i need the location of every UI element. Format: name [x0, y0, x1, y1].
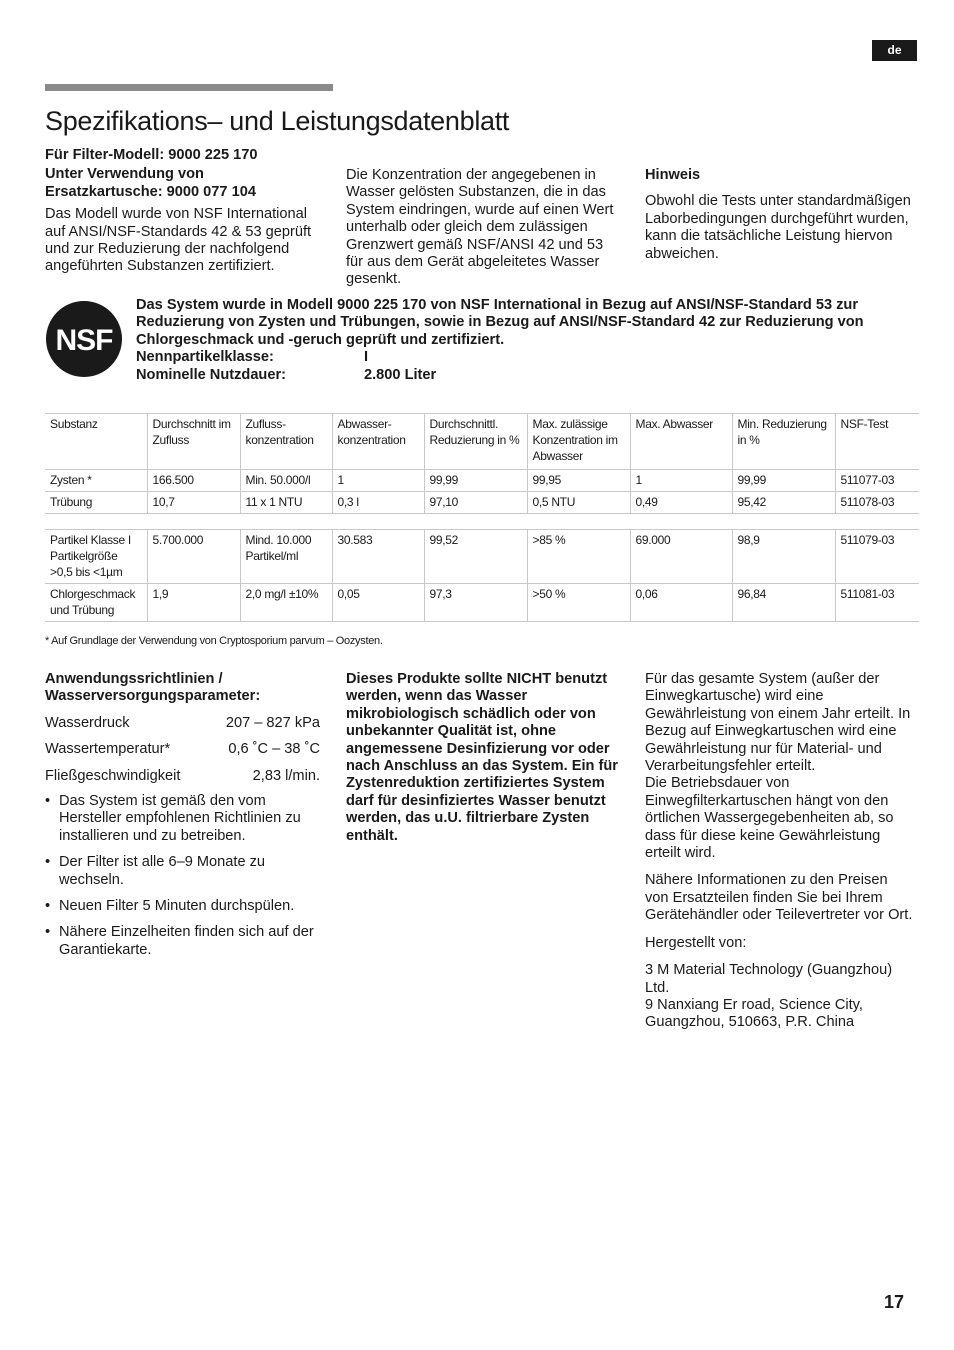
service-life-value: 2.800 Liter [364, 366, 437, 383]
table-footnote: * Auf Grundlage der Verwendung von Cryptosporium parvum – Oozysten. [45, 635, 383, 647]
page-title: Spezifikations– und Leistungsdatenblatt [45, 106, 510, 136]
table-cell: 0,49 [630, 492, 732, 514]
guidelines-title: Anwendungssrichtlinien / Wasserversorgungsparameter: [45, 671, 261, 705]
table-cell: Chlorgeschmack und Trübung [45, 584, 147, 622]
manufacturer-address: 9 Nanxiang Er road, Science City, Guangzhou, 510663, P.R. China [645, 996, 863, 1031]
table-cell: Trübung [45, 492, 147, 514]
table-cell: Mind. 10.000 Partikel/ml [240, 530, 332, 584]
table-cell: >85 % [527, 530, 630, 584]
particle-class-label: Nennpartikelklasse: [136, 349, 274, 366]
table-row [45, 584, 919, 622]
manufacturer-name: 3 M Material Technology (Guangzhou) Ltd. [645, 962, 893, 996]
intro-column-2 [346, 167, 621, 289]
param-row [45, 715, 320, 732]
manufacturer-label: Hergestellt von: [645, 934, 747, 951]
param-value: 0,6 ˚C – 38 ˚C [228, 741, 320, 758]
table-row [45, 470, 919, 492]
hinweis-title: Hinweis [645, 167, 701, 183]
certification-statement: Das System wurde in Modell 9000 225 170 von NSF International in Bezug auf ANSI/NSF-Standard 53 zur Reduzierung von Zysten und Trübungen, sowie in Bezug auf ANSI/NSF-Standard 42 zur Reduzierung von Chlorgeschmack und -geruch geprüft und zertifiziert. [136, 297, 864, 348]
table-cell: 166.500 [147, 470, 240, 492]
header-cell: Durchschnitt im Zufluss [147, 414, 240, 470]
table-cell: 2,0 mg/l ±10% [240, 584, 332, 622]
guidelines-column [45, 671, 320, 968]
nsf-logo-text: NSF [55, 324, 113, 357]
table-cell: 99,95 [527, 470, 630, 492]
table-cell: 1 [332, 470, 424, 492]
table-cell: 511078-03 [835, 492, 919, 514]
warranty-text: Für das gesamte System (außer der Einwegkartusche) wird eine Gewährleistung von einem Jahr erteilt. In Bezug auf Einwegkartuschen wird eine Gewährleistung nur für Material- und Verarbeitungsfehler erteilt. [645, 671, 911, 775]
table-cell: 99,99 [424, 470, 527, 492]
table-cell: 96,84 [732, 584, 835, 622]
table-row [45, 492, 919, 514]
table-cell: 69.000 [630, 530, 732, 584]
certification-intro: Das Modell wurde von NSF International auf ANSI/NSF-Standards 42 & 53 geprüft und zur Reduzierung der nachfolgend angeführten Substanzen zertifiziert. [45, 206, 312, 275]
table-cell: >50 % [527, 584, 630, 622]
language-badge: de [872, 40, 917, 61]
table-cell: 11 x 1 NTU [240, 492, 332, 514]
usage-warning: Dieses Produkte sollte NICHT benutzt werden, wenn das Wasser mikrobiologisch schädlich oder von unbekannter Qualität ist, ohne angemessene Desinfizierung vor oder nach Anschluss an das System. Ein für Zystenreduktion zertifiziertes System darf für desinfiziertes Wasser benutzt werden, das u.U. filtrierbare Zysten enthält. [346, 671, 618, 844]
header-cell: Zufluss-konzentration [240, 414, 332, 470]
table-cell: Partikel Klasse I Partikelgröße >0,5 bis <1µm [45, 530, 147, 584]
table-row [45, 530, 919, 584]
service-life-label: Nominelle Nutzdauer: [136, 366, 287, 383]
list-item: • Nähere Einzelheiten finden sich auf der Garantiekarte. [45, 924, 320, 959]
list-item: • Der Filter ist alle 6–9 Monate zu wechseln. [45, 854, 320, 889]
param-label: Wasserdruck [45, 714, 130, 731]
intro-column-1 [45, 147, 320, 276]
table-cell: 0,05 [332, 584, 424, 622]
spare-parts-text: Nähere Informationen zu den Preisen von Ersatzteilen finden Sie bei Ihrem Gerätehändler oder Teilevertreter vor Ort. [645, 872, 913, 924]
page-number: 17 [884, 1292, 905, 1312]
table-cell: 95,42 [732, 492, 835, 514]
table-cell: 99,52 [424, 530, 527, 584]
intro-column-3 [645, 167, 915, 263]
header-cell: Min. Reduzierung in % [732, 414, 835, 470]
table-cell: 1 [630, 470, 732, 492]
service-life-row [136, 367, 926, 384]
table-cell: 511077-03 [835, 470, 919, 492]
warning-column [346, 671, 621, 845]
table-cell: 0,3 l [332, 492, 424, 514]
header-cell: Max. zulässige Konzentration im Abwasser [527, 414, 630, 470]
table-cell: 0,5 NTU [527, 492, 630, 514]
header-cell: Durchschnittl. Reduzierung in % [424, 414, 527, 470]
table-cell: 30.583 [332, 530, 424, 584]
param-label: Wassertemperatur* [45, 741, 171, 758]
cartridge-life-text: Die Betriebsdauer von Einwegfilterkartuschen hängt von den örtlichen Wassergegebenheiten ab, so dass für diese keine Gewährleistung erteilt wird. [645, 775, 894, 862]
table-cell: Zysten * [45, 470, 147, 492]
table-cell: 97,3 [424, 584, 527, 622]
hinweis-text: Obwohl die Tests unter standardmäßigen Laborbedingungen durchgeführt wurden, kann die tatsächliche Leistung hiervon abweichen. [645, 193, 911, 262]
table-spacer-row [45, 514, 919, 530]
list-item: • Das System ist gemäß den vom Hersteller empfohlenen Richtlinien zu installieren und zu betreiben. [45, 793, 320, 845]
table-cell: 5.700.000 [147, 530, 240, 584]
nsf-certification [136, 297, 926, 384]
particle-class-value: I [364, 349, 369, 366]
param-value: 207 – 827 kPa [225, 714, 320, 731]
header-cell: Substanz [45, 414, 147, 470]
warranty-column [645, 671, 915, 1032]
filter-model: Für Filter-Modell: 9000 225 170 [45, 147, 258, 163]
header-cell: NSF-Test [835, 414, 919, 470]
concentration-text: Die Konzentration der angegebenen in Wasser gelösten Substanzen, die in das System eindringen, wurde auf einen Wert unterhalb oder gleich dem zulässigen Grenzwert gemäß NSF/ANSI 42 und 53 für aus dem Gerät abgeleitetes Wasser gesenkt. [346, 167, 614, 288]
table-cell: 511081-03 [835, 584, 919, 622]
table-header-row [45, 414, 919, 470]
table-cell: 10,7 [147, 492, 240, 514]
particle-class-row [136, 349, 926, 366]
list-item: • Neuen Filter 5 Minuten durchspülen. [45, 898, 320, 915]
header-cell: Abwasser-konzentration [332, 414, 424, 470]
table-cell: 1,9 [147, 584, 240, 622]
table-cell: 511079-03 [835, 530, 919, 584]
replacement-cartridge: Unter Verwendung von Ersatzkartusche: 9000 077 104 [45, 166, 256, 200]
table-cell: 0,06 [630, 584, 732, 622]
param-label: Fließgeschwindigkeit [45, 767, 181, 784]
performance-table [45, 413, 919, 622]
table-cell: 97,10 [424, 492, 527, 514]
param-row [45, 741, 320, 758]
title-decoration-bar [45, 84, 333, 91]
param-row [45, 768, 320, 785]
table-cell: Min. 50.000/l [240, 470, 332, 492]
guidelines-list [45, 793, 320, 959]
param-value: 2,83 l/min. [252, 767, 320, 784]
table-cell: 98,9 [732, 530, 835, 584]
table-cell: 99,99 [732, 470, 835, 492]
nsf-logo [45, 300, 123, 378]
header-cell: Max. Abwasser [630, 414, 732, 470]
